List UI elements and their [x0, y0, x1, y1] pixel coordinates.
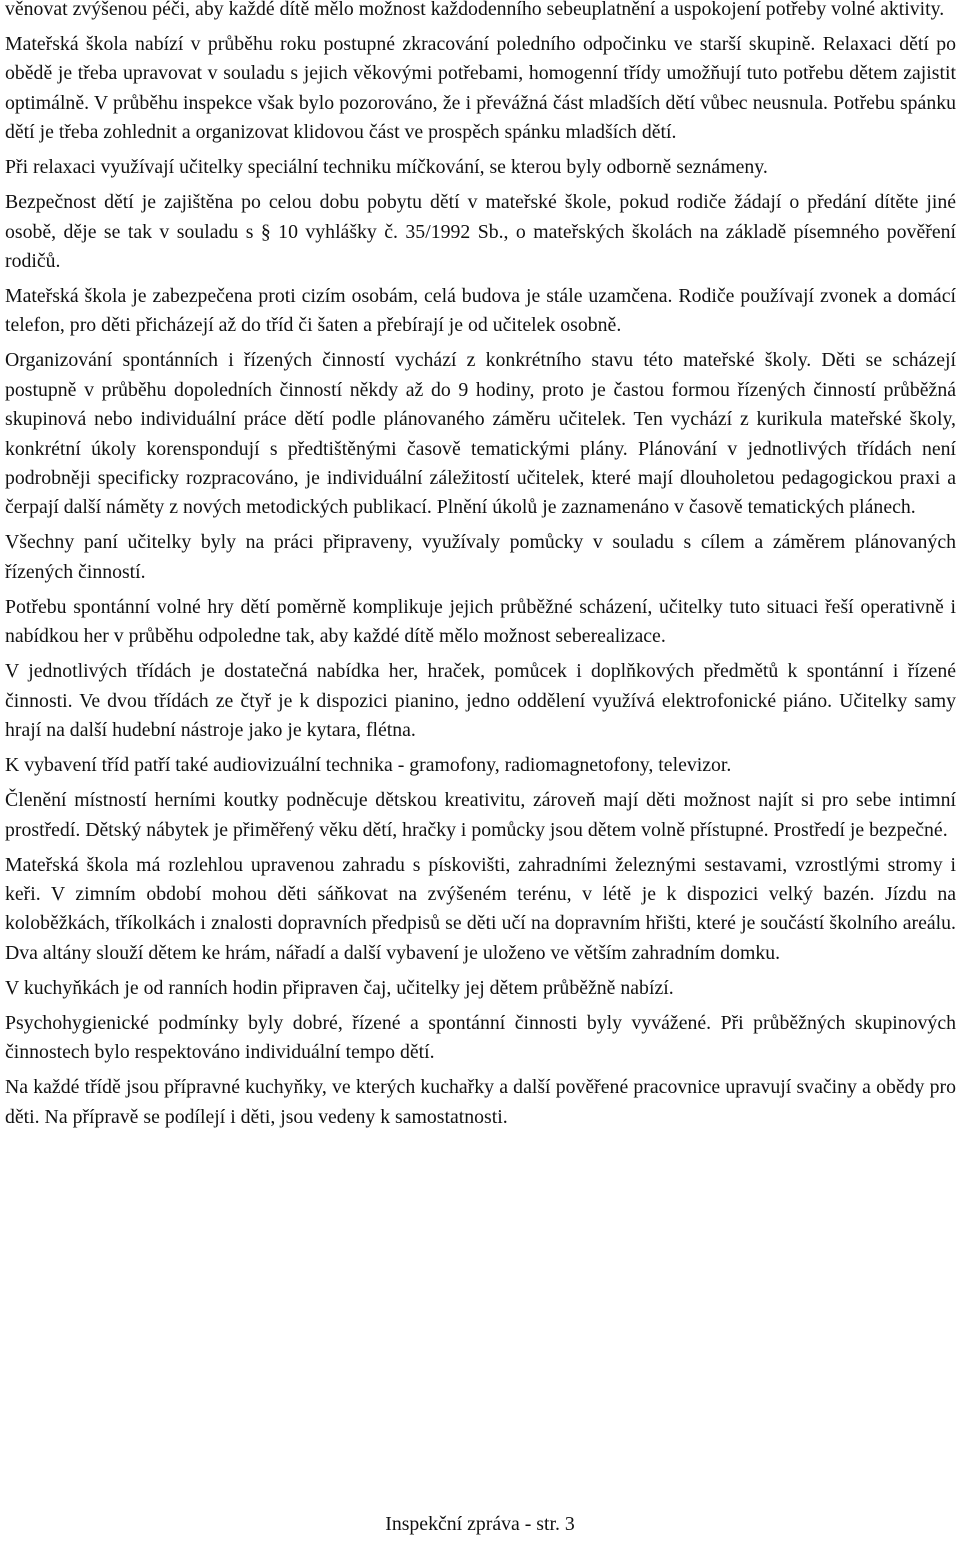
paragraph: Na každé třídě jsou přípravné kuchyňky, ve kterých kuchařky a další pověřené pracovnice upravují svačiny a obědy pro děti. Na přípravě se podílejí i děti, jsou vedeny k samostatnosti.: [5, 1076, 956, 1128]
page-footer: Inspekční zpráva - str. 3: [385, 1513, 575, 1535]
paragraph: Psychohygienické podmínky byly dobré, řízené a spontánní činnosti byly vyvážené. Při průběžných skupinových činnostech bylo respektováno individuální tempo dětí.: [5, 1011, 956, 1064]
paragraph: Bezpečnost dětí je zajištěna po celou dobu pobytu dětí v mateřské škole, pokud rodiče žádají o předání dítěte jiné osobě, děje se tak v souladu s § 10 vyhlášky č. 35/1992 Sb., o mateřských školách na základě písemného pověření rodičů.: [5, 191, 956, 273]
paragraph: Mateřská škola je zabezpečena proti cizím osobám, celá budova je stále uzamčena. Rodiče používají zvonek a domácí telefon, pro děti přicházejí až do tříd či šaten a přebírají je od učitelek osobně.: [5, 285, 956, 337]
paragraph: Potřebu spontánní volné hry dětí poměrně komplikuje jejich průběžné scházení, učitelky tuto situaci řeší operativně i nabídkou her v průběhu odpoledne tak, aby každé dítě mělo možnost seberealizace.: [5, 595, 956, 648]
paragraph: Všechny paní učitelky byly na práci připraveny, využívaly pomůcky v souladu s cílem a záměrem plánovaných řízených činností.: [5, 531, 956, 583]
paragraph: V jednotlivých třídách je dostatečná nabídka her, hraček, pomůcek i doplňkových předmětů k spontánní i řízené činnosti. Ve dvou třídách ze čtyř je k dispozici pianino, jedno oddělení využívá elektrofonické piáno. Učitelky samy hrají na další hudební nástroje jako je kytara, flétna.: [5, 660, 956, 742]
paragraph: V kuchyňkách je od ranních hodin připraven čaj, učitelky jej dětem průběžně nabízí.: [5, 976, 674, 999]
paragraph: Při relaxaci využívají učitelky speciální techniku míčkování, se kterou byly odborně seznámeny.: [5, 156, 768, 179]
paragraph: Mateřská škola má rozlehlou upravenou zahradu s pískovišti, zahradními železnými sestavami, vzrostlými stromy i keři. V zimním období mohou děti sáňkovat na zvýšeném terénu, v létě je k dispozici velký bazén. Jízdu na koloběžkách, tříkolkách i znalosti dopravních předpisů se děti učí na dopravním hřišti, které je součástí školního areálu. Dva altány slouží dětem ke hrám, nářadí a další vybavení je uloženo ve větším zahradním domku.: [5, 853, 956, 964]
paragraph: Mateřská škola nabízí v průběhu roku postupné zkracování poledního odpočinku ve starší skupině. Relaxaci dětí po obědě je třeba upravovat v souladu s jejich věkovými potřebami, homogenní třídy umožňují tuto potřebu dětem zajistit optimálně. V průběhu inspekce však bylo pozorováno, že i převážná část mladších dětí vůbec neusnula. Potřebu spánku dětí je třeba zohlednit a organizovat klidovou část ve prospěch spánku mladších dětí.: [5, 33, 956, 144]
paragraph: Členění místností herními koutky podněcuje dětskou kreativitu, zároveň mají děti možnost najít si pro sebe intimní prostředí. Dětský nábytek je přiměřený věku dětí, hračky i pomůcky jsou dětem volně přístupné. Prostředí je bezpečné.: [5, 789, 956, 841]
document-body: [5, 0, 956, 1138]
paragraph: K vybavení tříd patří také audiovizuální technika - gramofony, radiomagnetofony, televizor.: [5, 754, 732, 777]
paragraph: Organizování spontánních i řízených činností vychází z konkrétního stavu této mateřské školy. Děti se scházejí postupně v průběhu dopoledních činností někdy až do 9 hodiny, proto je častou formou řízených činností průběžná skupinová nebo individuální práce dětí podle plánovaného záměru učitelek. Ten vychází z kurikula mateřské školy, konkrétní úkoly korenspondují s předtištěnými časově tematickými plány. Plánování v jednotlivých třídách není podrobněji specificky rozpracováno, je individuální záležitostí učitelek, které mají dlouholetou pedagogickou praxi a čerpají další náměty z nových metodických publikací. Plnění úkolů je zaznamenáno v časově tematických plánech.: [5, 349, 956, 519]
paragraph: věnovat zvýšenou péči, aby každé dítě mělo možnost každodenního sebeuplatnění a uspokojení potřeby volné aktivity.: [5, 0, 945, 20]
